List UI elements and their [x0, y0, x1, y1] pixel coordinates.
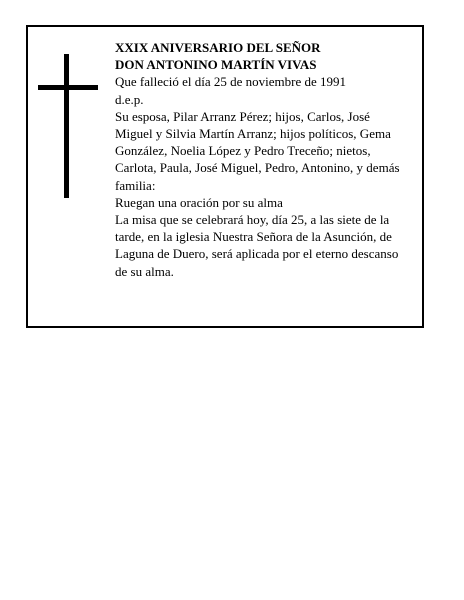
notice-title-line-2: DON ANTONINO MARTÍN VIVAS	[115, 57, 317, 73]
latin-cross-icon	[38, 54, 98, 198]
mass-line-3: Laguna de Duero, será aplicada por el eterno descanso	[115, 246, 399, 262]
notice-text	[115, 39, 420, 280]
family-line-4: Carlota, Paula, José Miguel, Pedro, Antonino, y demás	[115, 160, 400, 176]
notice-title-line-1: XXIX ANIVERSARIO DEL SEÑOR	[115, 40, 321, 55]
family-line-3: González, Noelia López y Pedro Treceño; nietos,	[115, 143, 371, 159]
family-line-1: Su esposa, Pilar Arranz Pérez; hijos, Carlos, José	[115, 108, 370, 124]
mass-line-4: de su alma.	[115, 263, 174, 279]
family-line-5: familia:	[115, 177, 156, 193]
obituary-notice	[26, 25, 424, 328]
mass-line-1: La misa que se celebrará hoy, día 25, a las siete de la	[115, 212, 390, 228]
family-line-2: Miguel y Silvia Martín Arranz; hijos políticos, Gema	[115, 126, 391, 142]
death-date-line: Que falleció el día 25 de noviembre de 1991	[115, 74, 347, 90]
mass-line-2: tarde, en la iglesia Nuestra Señora de la Asunción, de	[115, 229, 392, 245]
cross-horizontal-bar	[38, 85, 98, 90]
cross-vertical-bar	[64, 54, 69, 198]
rip-line: d.e.p.	[115, 91, 144, 107]
prayer-request-line: Ruegan una oración por su alma	[115, 194, 283, 210]
